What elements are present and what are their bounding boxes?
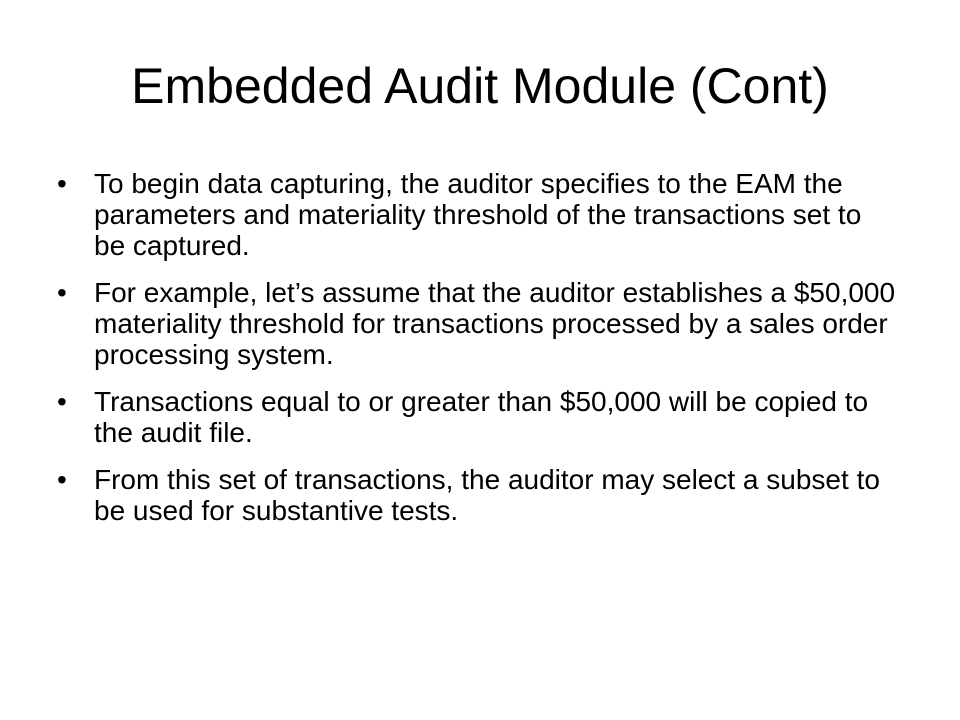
slide-title: Embedded Audit Module (Cont) xyxy=(131,58,829,114)
bullet-item xyxy=(57,277,897,370)
bullet-text: Transactions equal to or greater than $50,000 will be copied to the audit file. xyxy=(94,386,869,448)
bullet-item xyxy=(57,386,897,448)
bullet-item xyxy=(57,168,897,261)
bullet-text: From this set of transactions, the auditor may select a subset to be used for substantive tests. xyxy=(94,464,880,526)
bullet-marker: • xyxy=(57,464,67,495)
bullet-text: For example, let’s assume that the auditor establishes a $50,000 materiality threshold for transactions processed by a sales order processing system. xyxy=(94,277,896,370)
bullet-marker: • xyxy=(57,168,67,199)
bullet-marker: • xyxy=(57,277,67,308)
bullet-marker: • xyxy=(57,386,67,417)
bullet-list xyxy=(57,168,897,542)
bullet-text: To begin data capturing, the auditor specifies to the EAM the parameters and materiality threshold of the transactions set to be captured. xyxy=(94,168,862,261)
bullet-item xyxy=(57,464,897,526)
